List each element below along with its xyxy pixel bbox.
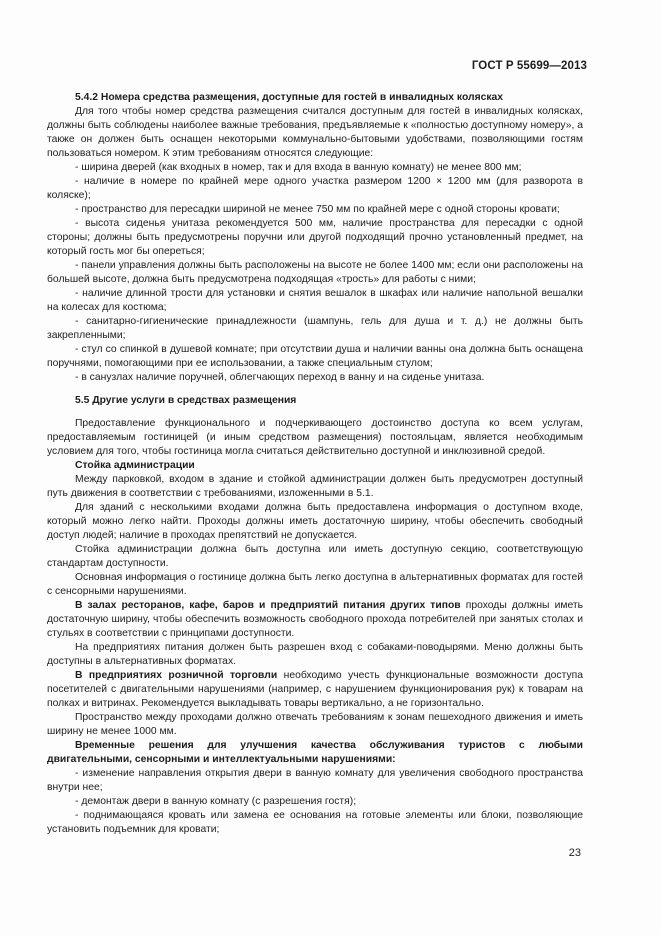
list-item: - высота сиденья унитаза рекомендуется 500 мм, наличие пространства для пересадки с одной стороны; должны быть предусмотрены поручни или другой подходящий прочно установленный предмет, на который гость мог бы опереться; [47,218,583,257]
paragraph-text: проходы должны иметь достаточную ширину, чтобы обеспечить возможность свободного прохода потребителей при занятых столах и стульях в соответствии с принципами доступности. [47,600,583,639]
paragraph: Пространство между проходами должно отвечать требованиям к зонам пешеходного движения и иметь ширину не менее 1000 мм. [47,712,583,737]
subheading-reception-desk: Стойка администрации [75,460,195,471]
list-item: - пространство для пересадки шириной не менее 750 мм по крайней мере с одной стороны кровати; [75,204,560,215]
page-body [47,91,583,837]
page-number: 23 [568,847,581,859]
list-item: - санитарно-гигиенические принадлежности (шампунь, гель для душа и т. д.) не должны быть закрепленными; [47,316,583,341]
paragraph-restaurants [47,599,583,641]
list-item: - ширина дверей (как входных в номер, так и для входа в ванную комнату) не менее 800 мм; [75,162,522,173]
list-item: - наличие в номере по крайней мере одного участка размером 1200 × 1200 мм (для разворота в коляске); [47,176,583,201]
paragraph-text: необходимо учесть функциональные возможности доступа посетителей с двигательными нарушениями (например, с нарушением функционирования рук) к товарам на полках и витринах. Рекомендуется выкладывать товары вертикально, а не горизонтально. [47,670,583,709]
list-item: - стул со спинкой в душевой комнате; при отсутствии душа и наличии ванны она должна быть оснащена поручнями, помогающими при ее использовании, а также специальным стулом; [47,344,583,369]
paragraph: На предприятиях питания должен быть разрешен вход с собаками-поводырями. Меню должны быть доступны в альтернативных форматах. [47,642,583,667]
standard-header: ГОСТ Р 55699—2013 [471,60,587,72]
section-heading-5-4-2: 5.4.2 Номера средства размещения, доступные для гостей в инвалидных колясках [75,92,504,103]
paragraph: Для того чтобы номер средства размещения считался доступным для гостей в инвалидных колясках, должны быть соблюдены наиболее важные требования, предъявляемые к «полностью доступному номеру», а также он должен быть оснащен некоторыми коммунально-бытовыми удобствами, позволяющими гостям пользоваться номером. К этим требованиям относятся следующие: [47,106,583,159]
list-item: - поднимающаяся кровать или замена ее основания на готовые элементы или блоки, позволяющие установить подъемник для кровати; [47,810,583,835]
list-item: - в санузлах наличие поручней, облегчающих переход в ванну и на сиденье унитаза. [75,372,485,383]
paragraph: Стойка администрации должна быть доступна или иметь доступную секцию, соответствующую стандартам доступности. [47,544,583,569]
list-item: - наличие длинной трости для установки и снятия вешалок в шкафах или наличие напольной вешалки на колесах для костюма; [47,288,583,313]
list-item: - изменение направления открытия двери в ванную комнату для увеличения свободного пространства внутри нее; [47,768,583,793]
list-item: - панели управления должны быть расположены на высоте не более 1400 мм; если они расположены на большей высоте, должна быть предусмотрена подходящая «трость» для работы с ними; [47,260,583,285]
paragraph-retail [47,669,583,711]
bold-lead-restaurants: В залах ресторанов, кафе, баров и предприятий питания других типов [75,600,461,611]
paragraph: Для зданий с несколькими входами должна быть предоставлена информация о доступном входе, который можно легко найти. Проходы должны иметь достаточную ширину, чтобы обеспечить свободный доступ людей; наличие в проходах препятствий не допускается. [47,502,583,541]
bold-lead-temporary-solutions: Временные решения для улучшения качества обслуживания туристов с любыми двигательными, сенсорными и интеллектуальными нарушениями: [47,740,583,765]
bold-lead-retail: В предприятиях розничной торговли [75,670,278,681]
paragraph: Предоставление функционального и подчеркивающего достоинство доступа ко всем услугам, предоставляемым гостиницей (и иным средством размещения) постояльцам, является необходимым условием для того, чтобы гостиница могла считаться действительно доступной и инклюзивной средой. [47,418,583,457]
paragraph: Между парковкой, входом в здание и стойкой администрации должен быть предусмотрен доступный путь движения в соответствии с требованиями, изложенными в 5.1. [47,474,583,499]
list-item: - демонтаж двери в ванную комнату (с разрешения гостя); [75,796,357,807]
paragraph: Основная информация о гостинице должна быть легко доступна в альтернативных форматах для гостей с сенсорными нарушениями. [47,572,583,597]
paragraph-temporary-solutions [47,739,583,767]
section-heading-5-5: 5.5 Другие услуги в средствах размещения [75,395,297,406]
